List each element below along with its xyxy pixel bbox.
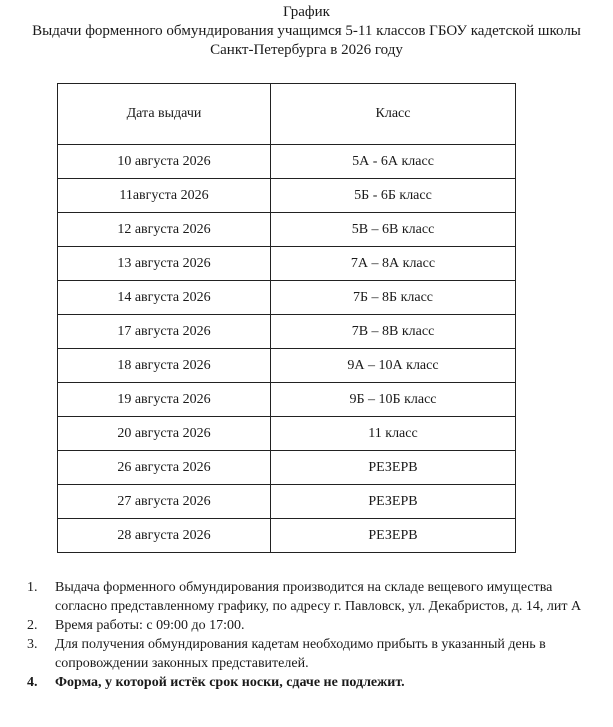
cell-class: РЕЗЕРВ [271, 519, 516, 553]
column-header-date: Дата выдачи [58, 84, 271, 145]
column-header-class: Класс [271, 84, 516, 145]
table-row [58, 213, 516, 247]
cell-date: 28 августа 2026 [58, 519, 271, 553]
notes-list [27, 578, 607, 692]
table-row [58, 383, 516, 417]
document-subtitle: Выдачи форменного обмундирования учащимся 5-11 классов ГБОУ кадетской школы [32, 23, 581, 39]
note-number: 3. [27, 637, 38, 652]
cell-class: 9А – 10А класс [271, 349, 516, 383]
cell-date: 19 августа 2026 [58, 383, 271, 417]
cell-date: 12 августа 2026 [58, 213, 271, 247]
cell-date: 27 августа 2026 [58, 485, 271, 519]
cell-class: 5В – 6В класс [271, 213, 516, 247]
table-row [58, 485, 516, 519]
table-row [58, 281, 516, 315]
cell-date: 10 августа 2026 [58, 145, 271, 179]
cell-class: РЕЗЕРВ [271, 451, 516, 485]
cell-class: 7А – 8А класс [271, 247, 516, 281]
note-item [27, 616, 607, 635]
table-header-row [58, 84, 516, 145]
cell-date: 20 августа 2026 [58, 417, 271, 451]
document-title: График [283, 4, 330, 20]
cell-date: 17 августа 2026 [58, 315, 271, 349]
cell-date: 13 августа 2026 [58, 247, 271, 281]
note-text: Выдача форменного обмундирования производится на складе вещевого имущества согласно представленному графику, по адресу г. Павловск, ул. Декабристов, д. 14, лит А [55, 580, 582, 614]
note-text: Время работы: с 09:00 до 17:00. [55, 618, 245, 633]
cell-class: 9Б – 10Б класс [271, 383, 516, 417]
table-row [58, 349, 516, 383]
table-row [58, 247, 516, 281]
cell-class: 7Б – 8Б класс [271, 281, 516, 315]
cell-class: 5Б - 6Б класс [271, 179, 516, 213]
table-row [58, 145, 516, 179]
cell-class: РЕЗЕРВ [271, 485, 516, 519]
cell-class: 11 класс [271, 417, 516, 451]
table-row [58, 179, 516, 213]
note-number: 4. [27, 675, 38, 690]
note-text: Для получения обмундирования кадетам необходимо прибыть в указанный день в сопровождении законных представителей. [55, 637, 546, 671]
cell-date: 14 августа 2026 [58, 281, 271, 315]
table-row [58, 417, 516, 451]
note-number: 2. [27, 618, 38, 633]
cell-class: 5А - 6А класс [271, 145, 516, 179]
note-item [27, 578, 607, 616]
document-subtitle-city-year: Санкт-Петербурга в 2026 году [210, 42, 403, 58]
cell-class: 7В – 8В класс [271, 315, 516, 349]
cell-date: 11августа 2026 [58, 179, 271, 213]
cell-date: 26 августа 2026 [58, 451, 271, 485]
table-row [58, 315, 516, 349]
note-item-important [27, 673, 607, 692]
note-text: Форма, у которой истёк срок носки, сдаче не подлежит. [55, 675, 405, 690]
table-row [58, 451, 516, 485]
note-item [27, 635, 607, 673]
table-row [58, 519, 516, 553]
note-number: 1. [27, 580, 38, 595]
schedule-table [57, 83, 516, 553]
cell-date: 18 августа 2026 [58, 349, 271, 383]
